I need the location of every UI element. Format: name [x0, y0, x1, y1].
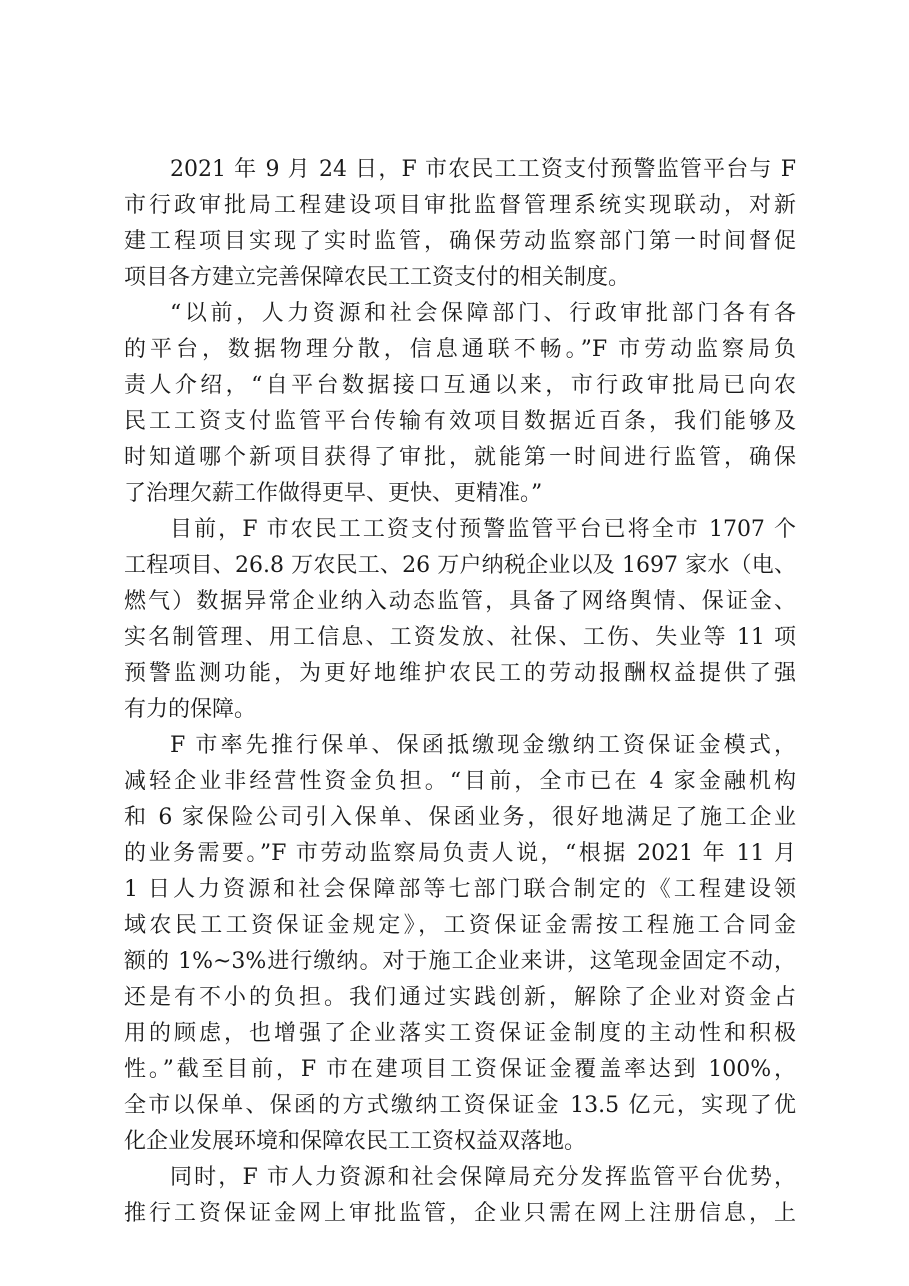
- paragraph-1-line-1: 2021 年 9 月 24 日，F 市农民工工资支付预警监管平台与 F: [170, 157, 796, 182]
- paragraph-4-line-10: 性。”截至目前，F 市在建项目工资保证金覆盖率达到 100%，: [124, 1057, 796, 1082]
- paragraph-1-line-3: 建工程项目实现了实时监管，确保劳动监察部门第一时间督促: [124, 229, 796, 254]
- paragraph-4-line-7: 额的 1%~3%进行缴纳。对于施工企业来讲，这笔现金固定不动，: [124, 949, 796, 974]
- paragraph-3-line-4: 实名制管理、用工信息、工资发放、社保、工伤、失业等 11 项: [124, 625, 796, 650]
- paragraph-2-line-1: “以前，人力资源和社会保障部门、行政审批部门各有各: [170, 301, 796, 326]
- paragraph-2-line-2: 的平台，数据物理分散，信息通联不畅。”F 市劳动监察局负: [124, 337, 796, 362]
- paragraph-4-line-11: 全市以保单、保函的方式缴纳工资保证金 13.5 亿元，实现了优: [124, 1093, 796, 1118]
- paragraph-2-line-6: 了治理欠薪工作做得更早、更快、更精准。”: [124, 481, 543, 506]
- paragraph-4-line-6: 域农民工工资保证金规定》，工资保证金需按工程施工合同金: [124, 913, 796, 938]
- paragraph-2-line-3: 责人介绍，“自平台数据接口互通以来，市行政审批局已向农: [124, 373, 796, 398]
- paragraph-4-line-8: 还是有不小的负担。我们通过实践创新，解除了企业对资金占: [124, 985, 796, 1010]
- paragraph-3-line-1: 目前，F 市农民工工资支付预警监管平台已将全市 1707 个: [170, 517, 796, 542]
- paragraph-3-line-2: 工程项目、26.8 万农民工、26 万户纳税企业以及 1697 家水（电、: [124, 553, 796, 578]
- paragraph-5-line-2: 推行工资保证金网上审批监管，企业只需在网上注册信息，上: [124, 1201, 796, 1226]
- paragraph-4-line-12: 化企业发展环境和保障农民工工资权益双落地。: [124, 1129, 587, 1154]
- paragraph-2-line-4: 民工工资支付监管平台传输有效项目数据近百条，我们能够及: [124, 409, 796, 434]
- paragraph-4-line-4: 的业务需要。”F 市劳动监察局负责人说，“根据 2021 年 11 月: [124, 841, 796, 866]
- paragraph-4-line-9: 用的顾虑，也增强了企业落实工资保证金制度的主动性和积极: [124, 1021, 796, 1046]
- paragraph-3-line-3: 燃气）数据异常企业纳入动态监管，具备了网络舆情、保证金、: [124, 589, 796, 614]
- paragraph-4-line-1: F 市率先推行保单、保函抵缴现金缴纳工资保证金模式，: [170, 733, 796, 758]
- paragraph-2-line-5: 时知道哪个新项目获得了审批，就能第一时间进行监管，确保: [124, 445, 796, 470]
- paragraph-4-line-2: 减轻企业非经营性资金负担。“目前，全市已在 4 家金融机构: [124, 769, 796, 794]
- paragraph-1-line-2: 市行政审批局工程建设项目审批监督管理系统实现联动，对新: [124, 193, 796, 218]
- paragraph-4-line-5: 1 日人力资源和社会保障部等七部门联合制定的《工程建设领: [124, 877, 796, 902]
- paragraph-3-line-5: 预警监测功能，为更好地维护农民工的劳动报酬权益提供了强: [124, 661, 796, 686]
- paragraph-1-line-4: 项目各方建立完善保障农民工工资支付的相关制度。: [124, 265, 631, 290]
- paragraph-3-line-6: 有力的保障。: [124, 697, 257, 722]
- paragraph-4-line-3: 和 6 家保险公司引入保单、保函业务，很好地满足了施工企业: [124, 805, 796, 830]
- paragraph-5-line-1: 同时，F 市人力资源和社会保障局充分发挥监管平台优势，: [170, 1165, 796, 1190]
